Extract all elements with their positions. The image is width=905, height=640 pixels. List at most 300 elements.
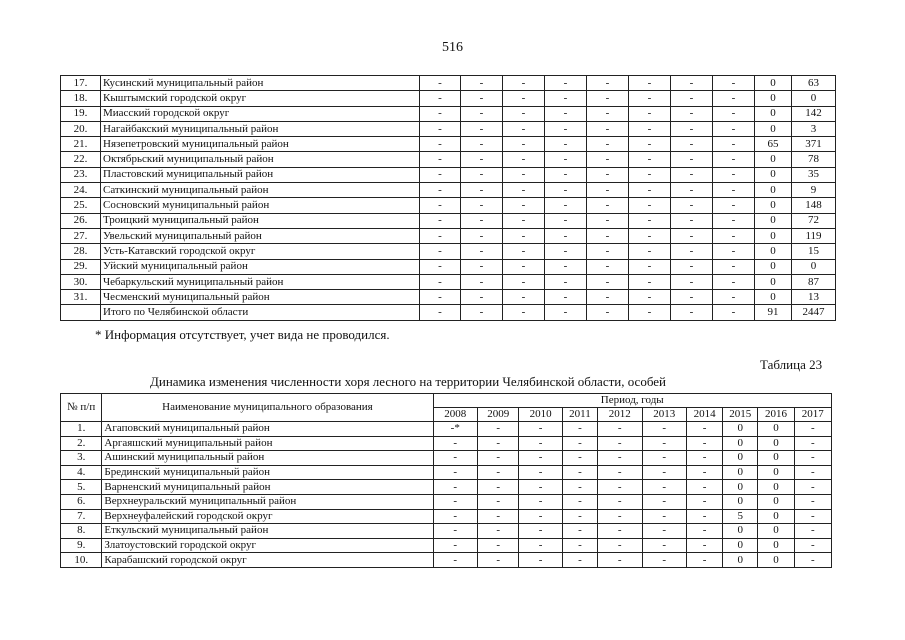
value-cell: - xyxy=(794,480,831,495)
row-number: 8. xyxy=(61,524,102,539)
value-cell: 0 xyxy=(755,121,792,136)
municipality-name: Агаповский муниципальный район xyxy=(102,422,433,437)
value-cell: - xyxy=(519,509,562,524)
value-cell: - xyxy=(519,480,562,495)
municipality-name: Уйский муниципальный район xyxy=(101,259,420,274)
value-cell: - xyxy=(545,244,587,259)
value-cell: - xyxy=(503,137,545,152)
table-row xyxy=(61,121,836,136)
value-cell: - xyxy=(562,465,597,480)
value-cell: - xyxy=(587,213,629,228)
value-cell: - xyxy=(420,305,461,320)
table-row xyxy=(61,137,836,152)
value-cell: - xyxy=(713,91,755,106)
value-cell: - xyxy=(545,121,587,136)
value-cell: - xyxy=(587,244,629,259)
value-cell: 0 xyxy=(755,183,792,198)
year-header: 2013 xyxy=(642,408,686,422)
value-cell: - xyxy=(503,290,545,305)
value-cell: - xyxy=(671,259,713,274)
value-cell: 0 xyxy=(758,509,794,524)
value-cell: - xyxy=(420,167,461,182)
table-row xyxy=(61,183,836,198)
value-cell: - xyxy=(598,465,642,480)
value-cell: 0 xyxy=(723,553,758,568)
value-cell: - xyxy=(433,436,477,451)
value-cell: - xyxy=(587,152,629,167)
municipality-name: Чесменский муниципальный район xyxy=(101,290,420,305)
row-number xyxy=(61,305,101,320)
table-label: Таблица 23 xyxy=(760,357,823,372)
value-cell: - xyxy=(713,259,755,274)
value-cell: - xyxy=(503,106,545,121)
value-cell: - xyxy=(503,76,545,91)
value-cell: - xyxy=(587,137,629,152)
value-cell: 0 xyxy=(723,436,758,451)
municipality-name: Варненский муниципальный район xyxy=(102,480,433,495)
footnote: * Информация отсутствует, учет вида не проводился. xyxy=(95,327,390,342)
value-cell: - xyxy=(629,213,671,228)
value-cell: 0 xyxy=(758,451,794,466)
value-cell: - xyxy=(598,494,642,509)
municipality-name: Октябрьский муниципальный район xyxy=(101,152,420,167)
value-cell: 63 xyxy=(792,76,836,91)
value-cell: 0 xyxy=(758,494,794,509)
value-cell: - xyxy=(519,436,562,451)
value-cell: - xyxy=(642,509,686,524)
value-cell: 0 xyxy=(723,494,758,509)
table-row xyxy=(61,106,836,121)
value-cell: - xyxy=(545,198,587,213)
value-cell: - xyxy=(461,198,503,213)
row-number: 26. xyxy=(61,213,101,228)
value-cell: - xyxy=(671,91,713,106)
value-cell: - xyxy=(587,76,629,91)
value-cell: - xyxy=(503,183,545,198)
value-cell: 91 xyxy=(755,305,792,320)
value-cell: - xyxy=(629,274,671,289)
value-cell: - xyxy=(420,152,461,167)
value-cell: - xyxy=(545,228,587,243)
table-row xyxy=(61,422,832,437)
municipality-name: Златоустовский городской округ xyxy=(102,538,433,553)
value-cell: - xyxy=(545,76,587,91)
value-cell: - xyxy=(503,121,545,136)
value-cell: - xyxy=(686,553,722,568)
value-cell: 0 xyxy=(723,465,758,480)
municipality-name: Карабашский городской округ xyxy=(102,553,433,568)
year-header: 2009 xyxy=(478,408,519,422)
value-cell: - xyxy=(794,524,831,539)
value-cell: - xyxy=(794,436,831,451)
municipality-name: Еткульский муниципальный район xyxy=(102,524,433,539)
row-number: 17. xyxy=(61,76,101,91)
value-cell: - xyxy=(503,274,545,289)
value-cell: - xyxy=(587,290,629,305)
value-cell: - xyxy=(642,524,686,539)
value-cell: - xyxy=(478,480,519,495)
value-cell: 13 xyxy=(792,290,836,305)
row-number: 21. xyxy=(61,137,101,152)
value-cell: 0 xyxy=(755,259,792,274)
row-number: 4. xyxy=(61,465,102,480)
year-header: 2012 xyxy=(598,408,642,422)
value-cell: - xyxy=(503,213,545,228)
value-cell: - xyxy=(420,228,461,243)
value-cell: - xyxy=(420,121,461,136)
row-number: 10. xyxy=(61,553,102,568)
value-cell: - xyxy=(562,480,597,495)
row-number: 19. xyxy=(61,106,101,121)
row-number: 20. xyxy=(61,121,101,136)
value-cell: 0 xyxy=(755,91,792,106)
value-cell: - xyxy=(671,106,713,121)
municipality-name: Верхнеуральский муниципальный район xyxy=(102,494,433,509)
value-cell: - xyxy=(461,91,503,106)
value-cell: - xyxy=(503,228,545,243)
value-cell: - xyxy=(713,213,755,228)
value-cell: 0 xyxy=(758,538,794,553)
value-cell: - xyxy=(642,538,686,553)
value-cell: - xyxy=(461,106,503,121)
value-cell: - xyxy=(671,198,713,213)
value-cell: - xyxy=(503,91,545,106)
value-cell: - xyxy=(545,91,587,106)
value-cell: - xyxy=(713,183,755,198)
value-cell: - xyxy=(587,91,629,106)
value-cell: - xyxy=(562,538,597,553)
value-cell: - xyxy=(461,121,503,136)
value-cell: - xyxy=(545,183,587,198)
value-cell: 0 xyxy=(755,167,792,182)
value-cell: - xyxy=(545,152,587,167)
value-cell: - xyxy=(420,274,461,289)
table-row xyxy=(61,436,832,451)
municipality-name: Нязепетровский муниципальный район xyxy=(101,137,420,152)
table-row xyxy=(61,451,832,466)
row-number: 22. xyxy=(61,152,101,167)
value-cell: - xyxy=(433,553,477,568)
value-cell: - xyxy=(713,106,755,121)
value-cell: - xyxy=(461,228,503,243)
value-cell: - xyxy=(433,480,477,495)
year-header: 2011 xyxy=(562,408,597,422)
value-cell: - xyxy=(461,137,503,152)
value-cell: - xyxy=(671,244,713,259)
value-cell: - xyxy=(587,228,629,243)
value-cell: - xyxy=(642,553,686,568)
value-cell: - xyxy=(671,167,713,182)
table-row xyxy=(61,167,836,182)
value-cell: 72 xyxy=(792,213,836,228)
value-cell: - xyxy=(587,305,629,320)
value-cell: - xyxy=(713,290,755,305)
value-cell: - xyxy=(433,465,477,480)
value-cell: 119 xyxy=(792,228,836,243)
value-cell: - xyxy=(420,137,461,152)
value-cell: 0 xyxy=(723,422,758,437)
value-cell: - xyxy=(562,524,597,539)
row-number: 30. xyxy=(61,274,101,289)
municipality-name: Кыштымский городской округ xyxy=(101,91,420,106)
value-cell: - xyxy=(519,494,562,509)
value-cell: - xyxy=(545,259,587,274)
value-cell: 0 xyxy=(755,274,792,289)
value-cell: - xyxy=(519,422,562,437)
value-cell: 0 xyxy=(792,91,836,106)
value-cell: - xyxy=(478,465,519,480)
table-row xyxy=(61,524,832,539)
value-cell: -* xyxy=(433,422,477,437)
value-cell: 0 xyxy=(758,465,794,480)
table-row xyxy=(61,213,836,228)
row-number: 28. xyxy=(61,244,101,259)
table-row xyxy=(61,274,836,289)
row-number: 31. xyxy=(61,290,101,305)
value-cell: 0 xyxy=(755,106,792,121)
value-cell: - xyxy=(686,480,722,495)
municipality-name: Нагайбакский муниципальный район xyxy=(101,121,420,136)
value-cell: - xyxy=(671,305,713,320)
table-row xyxy=(61,538,832,553)
value-cell: - xyxy=(794,538,831,553)
value-cell: 0 xyxy=(758,422,794,437)
municipality-name: Верхнеуфалейский городской округ xyxy=(102,509,433,524)
table-row xyxy=(61,228,836,243)
value-cell: - xyxy=(503,244,545,259)
value-cell: - xyxy=(713,244,755,259)
value-cell: - xyxy=(794,451,831,466)
value-cell: - xyxy=(629,198,671,213)
value-cell: - xyxy=(713,305,755,320)
value-cell: - xyxy=(686,509,722,524)
value-cell: - xyxy=(598,422,642,437)
value-cell: - xyxy=(642,480,686,495)
value-cell: - xyxy=(671,152,713,167)
municipality-name: Увельский муниципальный район xyxy=(101,228,420,243)
value-cell: - xyxy=(461,76,503,91)
value-cell: 9 xyxy=(792,183,836,198)
value-cell: - xyxy=(629,244,671,259)
table-row xyxy=(61,553,832,568)
value-cell: 0 xyxy=(792,259,836,274)
value-cell: - xyxy=(461,305,503,320)
value-cell: - xyxy=(478,553,519,568)
value-cell: 0 xyxy=(723,538,758,553)
value-cell: 0 xyxy=(755,244,792,259)
value-cell: 0 xyxy=(723,480,758,495)
value-cell: - xyxy=(461,167,503,182)
value-cell: - xyxy=(671,183,713,198)
value-cell: 0 xyxy=(755,198,792,213)
value-cell: - xyxy=(519,553,562,568)
value-cell: - xyxy=(420,244,461,259)
value-cell: - xyxy=(629,137,671,152)
value-cell: - xyxy=(598,538,642,553)
value-cell: - xyxy=(671,213,713,228)
value-cell: - xyxy=(420,106,461,121)
population-table-continued xyxy=(60,75,836,321)
municipality-name: Усть-Катавский городской округ xyxy=(101,244,420,259)
value-cell: - xyxy=(433,451,477,466)
header-number: № п/п xyxy=(61,394,102,422)
table-row xyxy=(61,305,836,320)
value-cell: - xyxy=(686,494,722,509)
value-cell: - xyxy=(794,494,831,509)
table-row xyxy=(61,509,832,524)
value-cell: - xyxy=(629,305,671,320)
value-cell: - xyxy=(420,76,461,91)
value-cell: - xyxy=(420,259,461,274)
value-cell: - xyxy=(629,290,671,305)
year-header: 2017 xyxy=(794,408,831,422)
row-number: 2. xyxy=(61,436,102,451)
value-cell: - xyxy=(461,274,503,289)
table-row xyxy=(61,465,832,480)
value-cell: - xyxy=(629,106,671,121)
value-cell: - xyxy=(503,152,545,167)
value-cell: - xyxy=(713,228,755,243)
value-cell: - xyxy=(503,305,545,320)
value-cell: - xyxy=(713,76,755,91)
municipality-name: Ашинский муниципальный район xyxy=(102,451,433,466)
value-cell: - xyxy=(642,465,686,480)
value-cell: 0 xyxy=(723,451,758,466)
value-cell: - xyxy=(713,198,755,213)
value-cell: - xyxy=(478,509,519,524)
municipality-name: Брединский муниципальный район xyxy=(102,465,433,480)
value-cell: 0 xyxy=(758,524,794,539)
value-cell: - xyxy=(794,553,831,568)
value-cell: - xyxy=(671,76,713,91)
table-row xyxy=(61,480,832,495)
value-cell: - xyxy=(671,228,713,243)
value-cell: - xyxy=(461,213,503,228)
row-number: 3. xyxy=(61,451,102,466)
value-cell: - xyxy=(587,198,629,213)
table-row xyxy=(61,198,836,213)
value-cell: - xyxy=(545,213,587,228)
value-cell: - xyxy=(587,183,629,198)
value-cell: - xyxy=(598,436,642,451)
value-cell: - xyxy=(420,198,461,213)
value-cell: 142 xyxy=(792,106,836,121)
value-cell: - xyxy=(562,422,597,437)
value-cell: - xyxy=(420,183,461,198)
municipality-name: Миасский городской округ xyxy=(101,106,420,121)
value-cell: 0 xyxy=(723,524,758,539)
year-header: 2010 xyxy=(519,408,562,422)
value-cell: - xyxy=(629,259,671,274)
value-cell: - xyxy=(671,121,713,136)
value-cell: - xyxy=(686,422,722,437)
value-cell: - xyxy=(545,137,587,152)
value-cell: - xyxy=(642,451,686,466)
header-municipality: Наименование муниципального образования xyxy=(102,394,433,422)
value-cell: 0 xyxy=(758,553,794,568)
value-cell: - xyxy=(545,106,587,121)
value-cell: - xyxy=(420,290,461,305)
page-number: 516 xyxy=(442,40,463,55)
table-row xyxy=(61,91,836,106)
value-cell: - xyxy=(519,538,562,553)
value-cell: - xyxy=(598,451,642,466)
row-number: 7. xyxy=(61,509,102,524)
value-cell: - xyxy=(713,137,755,152)
municipality-name: Сосновский муниципальный район xyxy=(101,198,420,213)
value-cell: - xyxy=(503,167,545,182)
value-cell: 78 xyxy=(792,152,836,167)
value-cell: 0 xyxy=(755,76,792,91)
value-cell: - xyxy=(629,228,671,243)
value-cell: - xyxy=(671,290,713,305)
table-row xyxy=(61,259,836,274)
value-cell: - xyxy=(587,106,629,121)
value-cell: 65 xyxy=(755,137,792,152)
value-cell: 0 xyxy=(758,436,794,451)
table-title: Динамика изменения численности хоря лесного на территории Челябинской области, особей xyxy=(150,374,666,389)
row-number: 25. xyxy=(61,198,101,213)
value-cell: - xyxy=(478,451,519,466)
value-cell: - xyxy=(478,524,519,539)
value-cell: - xyxy=(545,274,587,289)
value-cell: - xyxy=(433,538,477,553)
value-cell: 0 xyxy=(755,228,792,243)
value-cell: - xyxy=(629,91,671,106)
municipality-name: Саткинский муниципальный район xyxy=(101,183,420,198)
value-cell: - xyxy=(545,290,587,305)
value-cell: 0 xyxy=(758,480,794,495)
value-cell: - xyxy=(794,422,831,437)
value-cell: - xyxy=(478,436,519,451)
value-cell: - xyxy=(562,451,597,466)
year-header: 2014 xyxy=(686,408,722,422)
value-cell: - xyxy=(587,121,629,136)
table-row xyxy=(61,76,836,91)
value-cell: - xyxy=(562,494,597,509)
value-cell: - xyxy=(478,538,519,553)
value-cell: - xyxy=(671,137,713,152)
municipality-name: Итого по Челябинской области xyxy=(101,305,420,320)
value-cell: - xyxy=(420,213,461,228)
value-cell: - xyxy=(478,494,519,509)
value-cell: - xyxy=(461,244,503,259)
value-cell: - xyxy=(686,436,722,451)
value-cell: - xyxy=(461,259,503,274)
value-cell: - xyxy=(461,152,503,167)
municipality-name: Пластовский муниципальный район xyxy=(101,167,420,182)
row-number: 9. xyxy=(61,538,102,553)
table-row xyxy=(61,244,836,259)
value-cell: - xyxy=(545,305,587,320)
ferret-population-table xyxy=(60,393,832,568)
value-cell: - xyxy=(420,91,461,106)
value-cell: - xyxy=(686,465,722,480)
value-cell: - xyxy=(713,274,755,289)
value-cell: - xyxy=(629,152,671,167)
value-cell: - xyxy=(794,509,831,524)
table-row xyxy=(61,152,836,167)
value-cell: - xyxy=(503,198,545,213)
row-number: 27. xyxy=(61,228,101,243)
value-cell: - xyxy=(713,152,755,167)
municipality-name: Троицкий муниципальный район xyxy=(101,213,420,228)
row-number: 23. xyxy=(61,167,101,182)
value-cell: 2447 xyxy=(792,305,836,320)
municipality-name: Чебаркульский муниципальный район xyxy=(101,274,420,289)
value-cell: - xyxy=(562,553,597,568)
value-cell: - xyxy=(433,509,477,524)
